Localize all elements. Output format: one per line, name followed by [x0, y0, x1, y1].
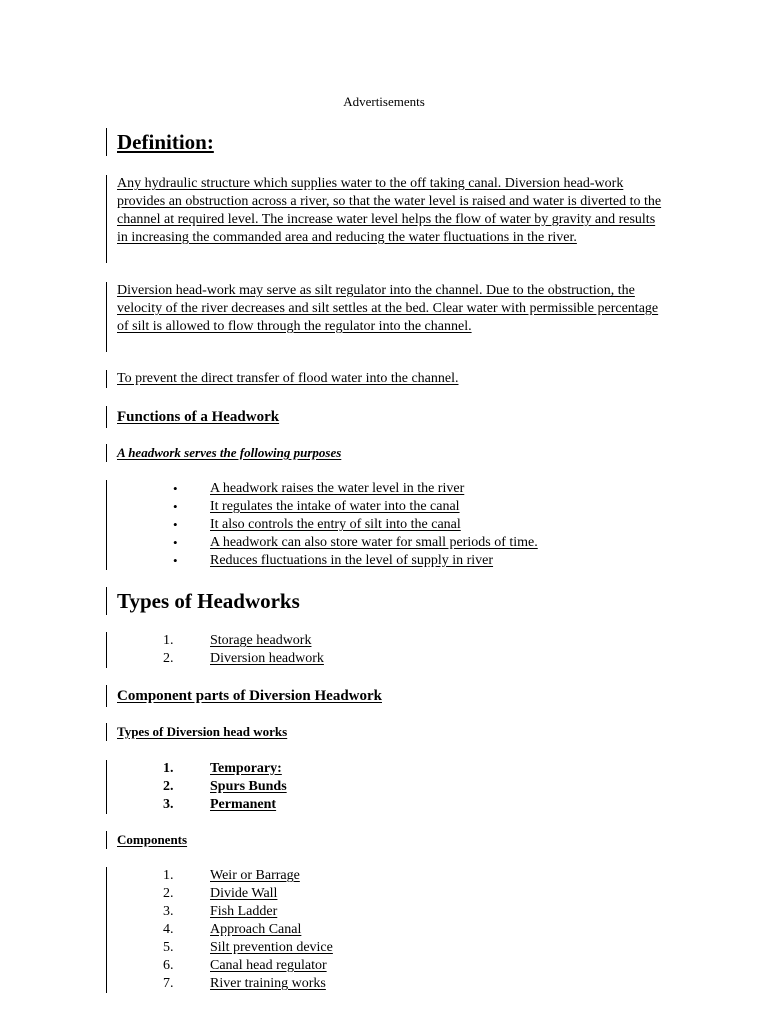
types-of-headworks-heading [106, 587, 300, 615]
types-of-diversion-heading [106, 723, 287, 741]
bullet-marker: • [173, 481, 178, 496]
list-number: 2. [163, 779, 174, 794]
definition-paragraph-3-text: To prevent the direct transfer of flood water into the channel. [117, 371, 459, 386]
list-item-text: River training works [210, 976, 326, 991]
list-item-text: It regulates the intake of water into the canal [210, 499, 460, 514]
list-item-text: Reduces fluctuations in the level of supply in river [210, 553, 494, 568]
list-item-text: Temporary: [210, 761, 282, 776]
functions-subheading [106, 444, 341, 462]
list-number: 1. [163, 633, 174, 648]
component-parts-heading [106, 685, 382, 707]
list-number: 7. [163, 976, 174, 991]
bullet-marker: • [173, 553, 178, 568]
bullet-marker: • [173, 535, 178, 550]
types-of-diversion-list [106, 760, 287, 814]
types-of-diversion-heading-text: Types of Diversion head works [117, 724, 288, 739]
list-number: 1. [163, 868, 174, 883]
list-number: 2. [163, 886, 174, 901]
list-item-text: Fish Ladder [210, 904, 278, 919]
list-item-text: Weir or Barrage [210, 868, 300, 883]
list-number: 5. [163, 940, 174, 955]
bullet-marker: • [173, 499, 178, 514]
list-item-text: Canal head regulator [210, 958, 327, 973]
list-item-text: Approach Canal [210, 922, 302, 937]
list-item-text: It also controls the entry of silt into the canal [210, 517, 461, 532]
functions-heading [106, 406, 279, 428]
components-heading-text: Components [117, 832, 188, 847]
list-item-text: Spurs Bunds [210, 779, 287, 794]
functions-bullet-list [106, 480, 538, 570]
list-number: 4. [163, 922, 174, 937]
component-parts-heading-text: Component parts of Diversion Headwork [117, 688, 382, 704]
list-item-text: Permanent [210, 797, 277, 812]
list-number: 2. [163, 651, 174, 666]
definition-paragraph-1 [106, 175, 666, 263]
functions-heading-text: Functions of a Headwork [117, 409, 280, 425]
definition-heading-text: Definition: [117, 130, 214, 154]
advertisements-label: Advertisements [343, 94, 425, 109]
list-item-text: Diversion headwork [210, 651, 324, 666]
list-number: 3. [163, 797, 174, 812]
components-heading [106, 831, 187, 849]
types-of-headworks-heading-text: Types of Headworks [117, 589, 300, 613]
list-number: 1. [163, 761, 174, 776]
list-number: 3. [163, 904, 174, 919]
list-item-text: Silt prevention device [210, 940, 333, 955]
bullet-marker: • [173, 517, 178, 532]
definition-paragraph-3 [106, 370, 666, 388]
list-number: 6. [163, 958, 174, 973]
list-item-text: A headwork can also store water for small periods of time. [210, 535, 538, 550]
types-of-headworks-list [106, 632, 324, 668]
functions-subheading-text: A headwork serves the following purposes [117, 445, 342, 460]
definition-paragraph-2 [106, 282, 666, 352]
definition-paragraph-1-text: Any hydraulic structure which supplies water to the off taking canal. Diversion head-work provides an obstruction across a river, so that the water level is raised and water is diverted to the channel at required level. The increase water level helps the flow of water by gravity and results in increasing the commanded area and reducing the water fluctuations in the river. [117, 176, 662, 245]
list-item-text: Storage headwork [210, 633, 312, 648]
list-item-text: A headwork raises the water level in the river [210, 481, 465, 496]
definition-heading [106, 128, 214, 156]
components-list [106, 867, 333, 993]
definition-paragraph-2-text: Diversion head-work may serve as silt regulator into the channel. Due to the obstruction, the velocity of the river decreases and silt settles at the bed. Clear water with permissible percentage of silt is allowed to flow through the regulator into the channel. [117, 283, 659, 334]
list-item-text: Divide Wall [210, 886, 278, 901]
